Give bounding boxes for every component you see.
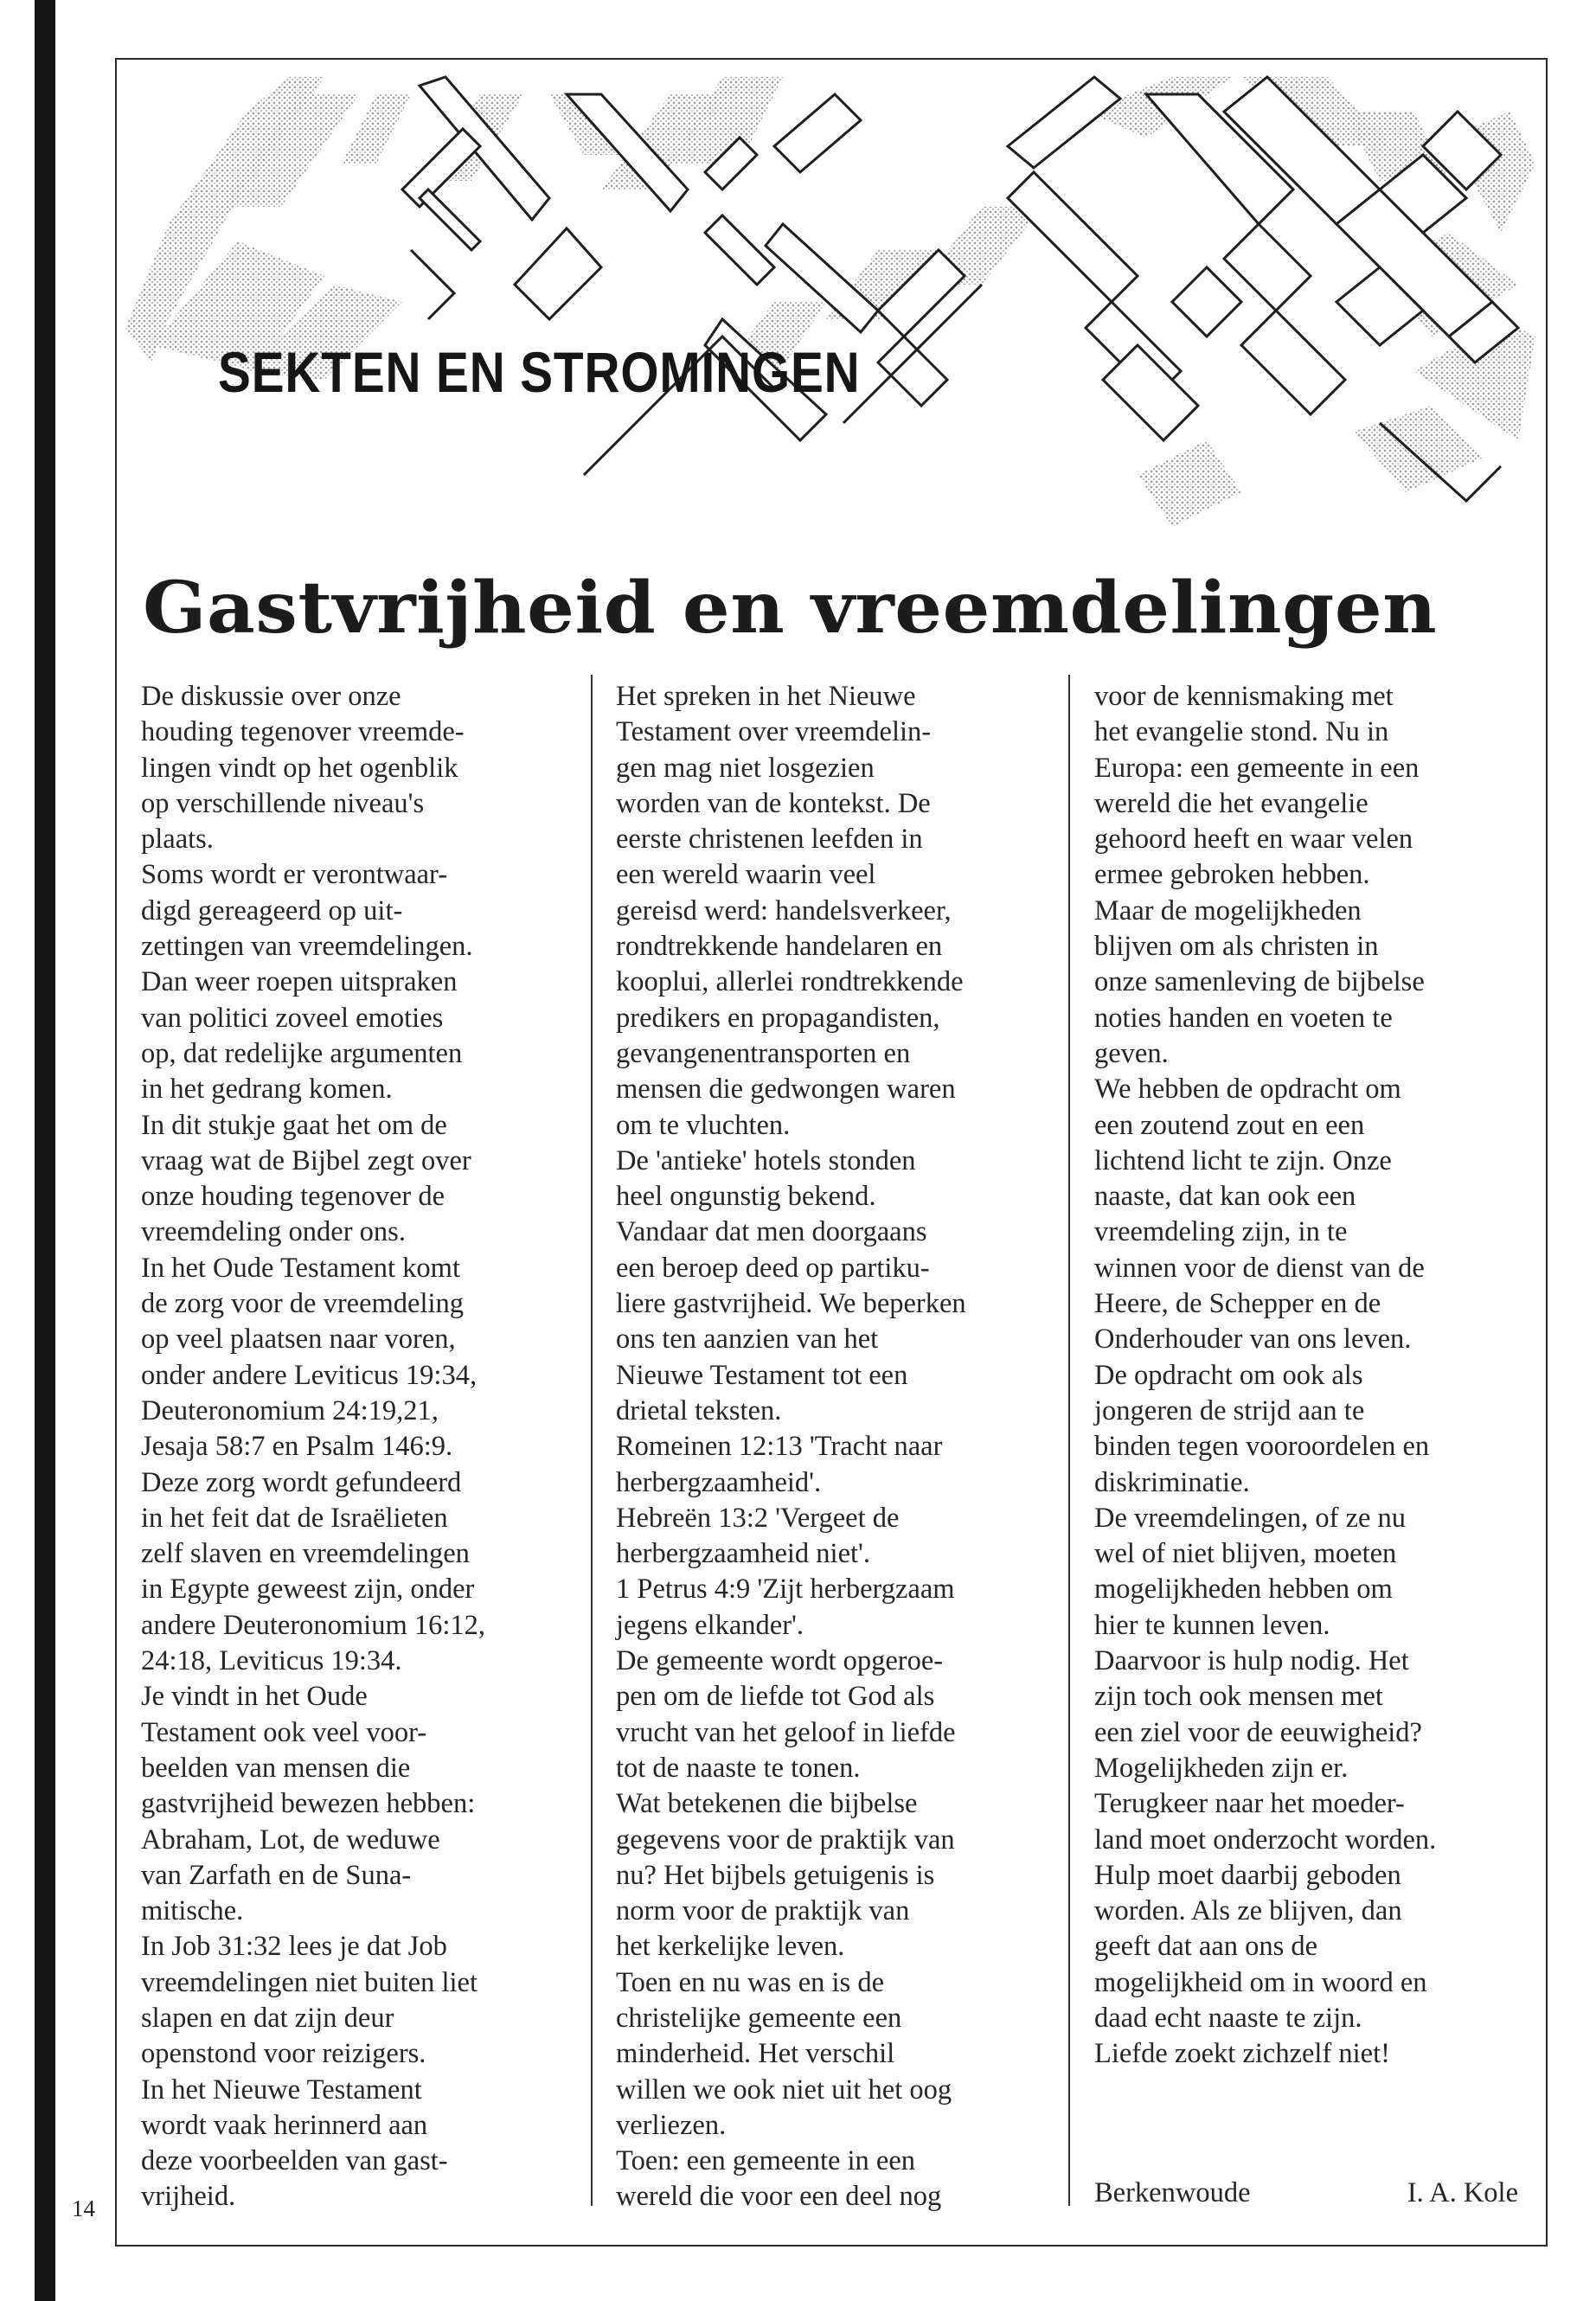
text-line: zettingen van vreemdelingen.: [141, 931, 473, 963]
text-line: jongeren de strijd aan te: [1094, 1394, 1365, 1426]
text-line: De opdracht om ook als: [1094, 1359, 1363, 1391]
text-line: van politici zoveel emoties: [141, 1002, 444, 1034]
text-line: de zorg voor de vreemdeling: [141, 1288, 465, 1320]
text-line: een wereld waarin veel: [616, 859, 876, 891]
text-line: In Job 31:32 lees je dat Job: [141, 1931, 447, 1963]
text-line: Daarvoor is hulp nodig. Het: [1094, 1645, 1409, 1677]
text-line: Mogelijkheden zijn er.: [1094, 1752, 1349, 1784]
text-line: pen om de liefde tot God als: [616, 1681, 935, 1713]
binding-spine: [35, 0, 55, 2301]
text-line: gereisd werd: handelsverkeer,: [616, 894, 952, 926]
text-line: vreemdelingen niet buiten liet: [141, 1966, 478, 1998]
text-line: Liefde zoekt zichzelf niet!: [1094, 2038, 1390, 2070]
text-line: In het Nieuwe Testament: [141, 2073, 422, 2106]
text-line: andere Deuteronomium 16:12,: [141, 1609, 486, 1641]
text-line: wereld die voor een deel nog: [616, 2181, 942, 2213]
text-line: vreemdeling onder ons.: [141, 1216, 406, 1248]
article-title: Gastvrijheid en vreemdelingen: [143, 567, 1438, 650]
text-line: minderheid. Het verschil: [616, 2038, 895, 2070]
text-line: Toen en nu was en is de: [616, 1966, 885, 1998]
text-line: mogelijkheid om in woord en: [1094, 1966, 1427, 1998]
text-line: mensen die gedwongen waren: [616, 1074, 956, 1106]
text-line: daad echt naaste te zijn.: [1094, 2002, 1362, 2034]
signature-author: I. A. Kole: [1407, 2177, 1518, 2208]
text-line: gevangenentransporten en: [616, 1037, 911, 1069]
text-line: Onderhouder van ons leven.: [1094, 1324, 1412, 1356]
column-divider: [591, 675, 593, 2206]
text-line: gehoord heeft en waar velen: [1094, 824, 1413, 856]
text-line: In het Oude Testament komt: [141, 1252, 460, 1284]
text-line: houding tegenover vreemde-: [141, 716, 465, 748]
text-line: Wat betekenen die bijbelse: [616, 1788, 918, 1820]
text-line: Nieuwe Testament tot een: [616, 1359, 908, 1391]
text-line: worden van de kontekst. De: [616, 787, 931, 819]
signature-place: Berkenwoude: [1094, 2177, 1251, 2208]
text-line: in het gedrang komen.: [141, 1074, 393, 1106]
text-line: deze voorbeelden van gast-: [141, 2145, 448, 2177]
text-line: willen we ook niet uit het oog: [616, 2073, 952, 2106]
text-line: naaste, dat kan ook een: [1094, 1181, 1356, 1213]
text-line: drietal teksten.: [616, 1394, 782, 1426]
text-line: openstond voor reizigers.: [141, 2038, 426, 2070]
text-line: Abraham, Lot, de weduwe: [141, 1823, 440, 1856]
text-line: In dit stukje gaat het om de: [141, 1109, 447, 1141]
text-line: van Zarfath en de Suna-: [141, 1859, 412, 1891]
text-line: vrucht van het geloof in liefde: [616, 1716, 956, 1748]
text-line: ermee gebroken hebben.: [1094, 859, 1370, 891]
text-column-1: [141, 679, 565, 2215]
text-line: wereld die het evangelie: [1094, 787, 1368, 819]
text-line: om te vluchten.: [616, 1109, 791, 1141]
text-line: norm voor de praktijk van: [616, 1895, 910, 1927]
text-line: lichtend licht te zijn. Onze: [1094, 1144, 1392, 1176]
text-line: binden tegen vooroordelen en: [1094, 1431, 1430, 1463]
text-line: herbergzaamheid niet'.: [616, 1538, 871, 1570]
text-line: op veel plaatsen naar voren,: [141, 1324, 456, 1356]
text-line: De 'antieke' hotels stonden: [616, 1144, 916, 1176]
text-column-3: [1094, 679, 1535, 2073]
signature: [1094, 2177, 1518, 2215]
text-line: Het spreken in het Nieuwe: [616, 681, 916, 712]
text-column-2: [616, 679, 1048, 2215]
text-line: mitische.: [141, 1895, 244, 1927]
text-line: plaats.: [141, 824, 214, 856]
text-line: diskriminatie.: [1094, 1466, 1250, 1498]
text-line: worden. Als ze blijven, dan: [1094, 1895, 1402, 1927]
text-line: nu? Het bijbels getuigenis is: [616, 1859, 935, 1891]
text-line: vreemdeling zijn, in te: [1094, 1216, 1348, 1248]
text-line: noties handen en voeten te: [1094, 1002, 1393, 1034]
text-line: christelijke gemeente een: [616, 2002, 902, 2034]
text-line: Hebreën 13:2 'Vergeet de: [616, 1502, 900, 1534]
text-line: gen mag niet losgezien: [616, 752, 875, 784]
text-line: in Egypte geweest zijn, onder: [141, 1574, 475, 1606]
page-number: 14: [72, 2195, 95, 2221]
text-line: 24:18, Leviticus 19:34.: [141, 1645, 402, 1677]
text-line: een beroep deed op partiku-: [616, 1252, 930, 1284]
text-line: blijven om als christen in: [1094, 931, 1379, 963]
text-line: Heere, de Schepper en de: [1094, 1288, 1381, 1320]
text-line: beelden van mensen die: [141, 1752, 411, 1784]
text-line: De diskussie over onze: [141, 681, 401, 712]
text-line: wel of niet blijven, moeten: [1094, 1538, 1397, 1570]
text-line: predikers en propagandisten,: [616, 1002, 940, 1034]
text-line: geeft dat aan ons de: [1094, 1931, 1318, 1963]
text-line: zijn toch ook mensen met: [1094, 1681, 1383, 1713]
text-line: digd gereageerd op uit-: [141, 894, 403, 926]
text-line: ons ten aanzien van het: [616, 1324, 879, 1356]
text-line: verliezen.: [616, 2109, 727, 2141]
text-line: heel ongunstig bekend.: [616, 1181, 876, 1213]
text-line: Soms wordt er verontwaar-: [141, 859, 448, 891]
text-line: tot de naaste te tonen.: [616, 1752, 861, 1784]
text-line: De gemeente wordt opgeroe-: [616, 1645, 944, 1677]
text-line: Jesaja 58:7 en Psalm 146:9.: [141, 1431, 453, 1463]
text-line: wordt vaak herinnerd aan: [141, 2109, 428, 2141]
text-line: Romeinen 12:13 'Tracht naar: [616, 1431, 943, 1463]
text-line: vraag wat de Bijbel zegt over: [141, 1144, 471, 1176]
text-line: een zoutend zout en een: [1094, 1109, 1365, 1141]
text-line: De vreemdelingen, of ze nu: [1094, 1502, 1407, 1534]
text-line: Toen: een gemeente in een: [616, 2145, 916, 2177]
text-line: onze samenleving de bijbelse: [1094, 966, 1425, 998]
text-line: zelf slaven en vreemdelingen: [141, 1538, 470, 1570]
text-line: mogelijkheden hebben om: [1094, 1574, 1393, 1606]
text-line: rondtrekkende handelaren en: [616, 931, 943, 963]
text-line: slapen en dat zijn deur: [141, 2002, 394, 2034]
text-line: hier te kunnen leven.: [1094, 1609, 1330, 1641]
text-line: Hulp moet daarbij geboden: [1094, 1859, 1401, 1891]
text-line: Testament over vreemdelin-: [616, 716, 932, 748]
text-line: voor de kennismaking met: [1094, 681, 1394, 712]
text-line: Deze zorg wordt gefundeerd: [141, 1466, 462, 1498]
section-kicker: SEKTEN EN STROMINGEN: [218, 340, 861, 404]
header-illustration: [117, 60, 1546, 579]
text-line: lingen vindt op het ogenblik: [141, 752, 458, 784]
text-line: Deuteronomium 24:19,21,: [141, 1394, 439, 1426]
text-line: het kerkelijke leven.: [616, 1931, 845, 1963]
text-line: onze houding tegenover de: [141, 1181, 445, 1213]
text-line: Terugkeer naar het moeder-: [1094, 1788, 1405, 1820]
text-line: Testament ook veel voor-: [141, 1716, 427, 1748]
text-line: Vandaar dat men doorgaans: [616, 1216, 927, 1248]
column-divider: [1068, 675, 1070, 2206]
text-line: 1 Petrus 4:9 'Zijt herbergzaam: [616, 1574, 955, 1606]
text-line: winnen voor de dienst van de: [1094, 1252, 1425, 1284]
text-line: eerste christenen leefden in: [616, 824, 923, 856]
text-line: in het feit dat de Israëlieten: [141, 1502, 448, 1534]
text-line: liere gastvrijheid. We beperken: [616, 1288, 966, 1320]
text-line: geven.: [1094, 1037, 1169, 1069]
text-line: Europa: een gemeente in een: [1094, 752, 1420, 784]
text-line: op verschillende niveau's: [141, 787, 425, 819]
text-line: herbergzaamheid'.: [616, 1466, 822, 1498]
text-line: gastvrijheid bewezen hebben:: [141, 1788, 476, 1820]
text-line: jegens elkander'.: [616, 1609, 804, 1641]
text-line: vrijheid.: [141, 2181, 236, 2213]
text-line: We hebben de opdracht om: [1094, 1074, 1401, 1106]
text-line: Dan weer roepen uitspraken: [141, 966, 458, 998]
text-line: onder andere Leviticus 19:34,: [141, 1359, 478, 1391]
text-line: kooplui, allerlei rondtrekkende: [616, 966, 964, 998]
text-line: gegevens voor de praktijk van: [616, 1823, 955, 1856]
text-line: Je vindt in het Oude: [141, 1681, 368, 1713]
text-line: een ziel voor de eeuwigheid?: [1094, 1716, 1422, 1748]
text-line: land moet onderzocht worden.: [1094, 1823, 1437, 1856]
text-line: Maar de mogelijkheden: [1094, 894, 1362, 926]
text-line: het evangelie stond. Nu in: [1094, 716, 1389, 748]
text-line: op, dat redelijke argumenten: [141, 1037, 463, 1069]
